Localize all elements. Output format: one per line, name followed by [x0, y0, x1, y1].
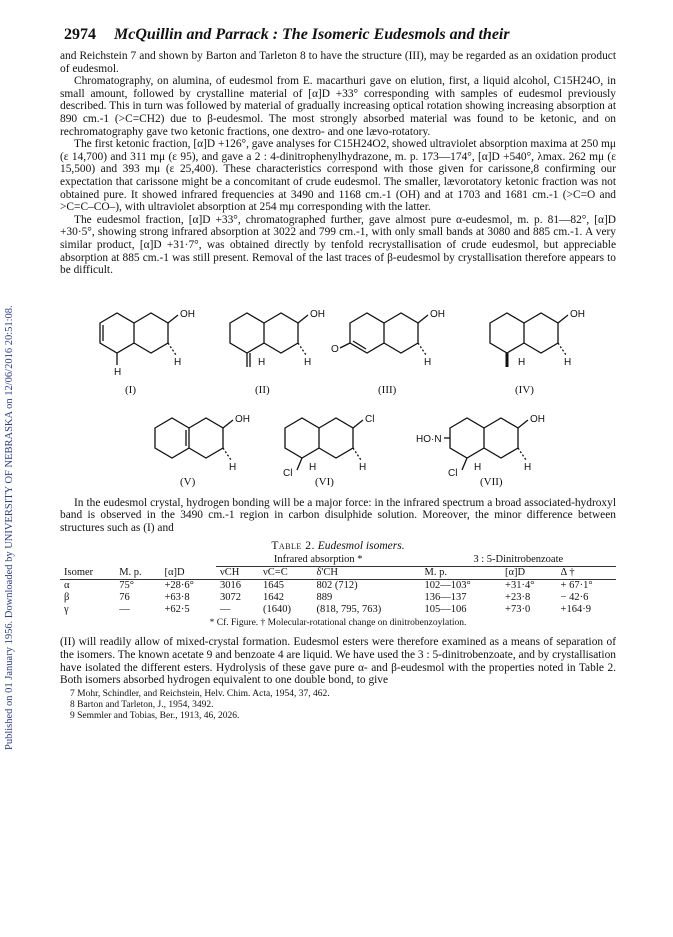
- table-cell: 889: [316, 592, 333, 604]
- oh-label: OH: [570, 308, 585, 320]
- h-label: H: [424, 356, 432, 368]
- table-cell: +23·8: [505, 592, 531, 604]
- oh-label: OH: [430, 308, 445, 320]
- table-cell: β: [64, 592, 70, 604]
- column-header: Isomer: [60, 567, 115, 580]
- download-notice-text: Published on 01 January 1956. Downloaded by UNIVERSITY OF NEBRASKA on 12/06/2016 20:51:08.: [4, 305, 15, 750]
- label-ii: (II): [255, 383, 270, 396]
- table-group-row: [60, 554, 616, 567]
- table-caption: Eudesmol isomers.: [317, 540, 405, 553]
- table-cell: + 67·1°: [560, 580, 593, 592]
- label-iii: (III): [378, 383, 397, 396]
- paragraph-5: In the eudesmol crystal, hydrogen bonding will be a major force: in the infrared spectrum a broad associated-hydroxyl band is observed in the 3490 cm.-1 region in carbon disulphide solution. Moreover, the minor difference between structures such as (I) and: [60, 496, 616, 534]
- h-label: H: [524, 461, 532, 473]
- table-cell: 1645: [263, 580, 285, 592]
- column-header: Δ †: [557, 567, 616, 580]
- label-i: (I): [125, 383, 136, 396]
- column-header: [α]D: [501, 567, 557, 580]
- table-cell: +28·6°: [164, 580, 194, 592]
- paragraph-6: (II) will readily allow of mixed-crystal formation. Eudesmol esters were therefore examined as a means of separation of the isomers. The known acetate 9 and benzoate 4 are liquid. We have used the 3 : 5-dinitrobenzoate, and by crystallisation have isolated the different esters. Hydrolysis of these gave pure α- and β-eudesmol with the properties noted in Table 2. Both isomers absorbed hydrogen equivalent to one double bond, to give: [60, 636, 616, 687]
- label-v: (V): [180, 475, 196, 488]
- oh-label: OH: [180, 308, 195, 320]
- h-label: H: [359, 461, 367, 473]
- column-header: νCH: [216, 567, 259, 580]
- table-cell: α: [64, 580, 70, 592]
- structure-i: [100, 309, 195, 378]
- page-number: 2974: [64, 26, 96, 43]
- table-cell: +31·4°: [505, 580, 535, 592]
- table-cell: —: [119, 604, 130, 616]
- table-row: [60, 604, 616, 616]
- h-label: H: [309, 461, 317, 473]
- h-label: H: [474, 461, 482, 473]
- table-row: [60, 580, 616, 593]
- column-header: M. p.: [115, 567, 160, 580]
- column-header: M. p.: [421, 567, 502, 580]
- h-label: H: [174, 356, 182, 368]
- h-label: H: [304, 356, 312, 368]
- h-label: H: [518, 356, 526, 368]
- h-label: H: [114, 366, 122, 378]
- reference-item: 8 Barton and Tarleton, J., 1954, 3492.: [70, 699, 214, 710]
- structure-v: [155, 414, 250, 473]
- download-notice: [4, 60, 18, 760]
- structure-vii: [416, 414, 545, 479]
- structure-figures: [60, 283, 616, 493]
- label-vi: (VI): [315, 475, 334, 488]
- h-label: H: [229, 461, 237, 473]
- reference-item: 9 Semmler and Tobias, Ber., 1913, 46, 2026.: [70, 710, 240, 721]
- table-cell: 1642: [263, 592, 285, 604]
- h-label: H: [258, 356, 266, 368]
- group-header-dnb: 3 : 5-Dinitrobenzoate: [421, 554, 616, 567]
- paragraph-2: Chromatography, on alumina, of eudesmol from E. macarthuri gave on elution, first, a liquid alcohol, C15H24O, in small amount, followed by crystalline material of [α]D +33° corresponding with samples of eudesmol previously described. This in turn was followed by material of gradually increasing optical rotation showing increasing absorption at 890 cm.-1 (>C=CH2) due to β-eudesmol. The most strongly absorbed material was found to be ketonic, and on rechromatography gave two ketonic fractions, one dextro- and one lævo-rotatory.: [60, 75, 616, 138]
- table-cell: 75°: [119, 580, 134, 592]
- table-cell: 76: [119, 592, 130, 604]
- h-label: H: [564, 356, 572, 368]
- label-vii: (VII): [480, 475, 503, 488]
- column-header: νC=C: [259, 567, 312, 580]
- cl-label: Cl: [365, 413, 375, 425]
- table-cell: —: [219, 604, 231, 616]
- table-cell: +73·0: [505, 604, 531, 616]
- table-title: [60, 540, 616, 552]
- running-header: [64, 26, 616, 44]
- paragraph-1: and Reichstein 7 and shown by Barton and Tarleton 8 to have the structure (III), may be regarded as an oxidation product of eudesmol.: [60, 50, 616, 75]
- table-label: Table 2.: [271, 540, 315, 553]
- table-header-row: [60, 567, 616, 580]
- column-header: δ'CH: [312, 567, 420, 580]
- table-cell: +164·9: [560, 604, 591, 616]
- structure-ii: [230, 309, 325, 368]
- oh-label: OH: [530, 413, 545, 425]
- table-cell: 3072: [219, 592, 241, 604]
- table-cell: 102—103°: [424, 580, 471, 592]
- cl-label: Cl: [283, 467, 293, 479]
- paragraph-4: The eudesmol fraction, [α]D +33°, chromatographed further, gave almost pure α-eudesmol, m. p. 81—82°, [α]D +30·5°, showing strong infrared absorption at 3022 and 799 cm.-1, with only small bands at 3080 and 885 cm.-1. A very similar product, [α]D +31·7°, was obtained directly by tenfold recrystallisation of crude eudesmol, but appreciable absorption at 885 cm.-1 was still present. Removal of the last traces of β-eudesmol by crystallisation therefore appears to be difficult.: [60, 213, 616, 277]
- table-cell: 802 (712): [316, 580, 358, 592]
- eudesmol-isomers-table: [60, 554, 616, 616]
- table-footnote: * Cf. Figure. † Molecular-rotational change on dinitrobenzoylation.: [209, 618, 467, 629]
- oh-label: OH: [235, 413, 250, 425]
- label-iv: (IV): [515, 383, 534, 396]
- structure-iii: [331, 309, 445, 368]
- structure-drawings: [60, 283, 616, 493]
- column-header: [α]D: [160, 567, 216, 580]
- table-cell: (818, 795, 763): [316, 604, 382, 616]
- oh-label: OH: [310, 308, 325, 320]
- running-title: McQuillin and Parrack : The Isomeric Eudesmols and their: [114, 26, 510, 43]
- table-cell: γ: [64, 604, 69, 616]
- cl-label: Cl: [448, 467, 458, 479]
- table-cell: +62·5: [164, 604, 190, 616]
- table-cell: − 42·6: [560, 592, 589, 604]
- references: [70, 689, 616, 722]
- structure-vi: [283, 414, 374, 479]
- o-label: O: [331, 343, 339, 355]
- page: [60, 26, 616, 722]
- paragraph-3: The first ketonic fraction, [α]D +126°, gave analyses for C15H24O2, showed ultraviolet absorption maxima at 250 mμ (ε 14,700) and 311 mμ (ε 95), and gave a 2 : 4-dinitrophenylhydrazone, m. p. 173—174°, [α]D +540°, λmax. 262 mμ (ε 15,500) and 393 mμ (ε 25,400). These characteristics correspond with those given for carissone,8 confirming our expectation that carissone might be a concomitant of crude eudesmol. The smaller, lævorotatory ketonic fraction was not obtained pure. It showed infrared frequencies at 3490 and 1168 cm.-1 (OH) and at 1703 and 1681 cm.-1 (>C=O and >C=C–CO–), with ultraviolet absorption at 254 mμ corresponding with the latter.: [60, 138, 616, 214]
- reference-item: 7 Mohr, Schindler, and Reichstein, Helv. Chim. Acta, 1954, 37, 462.: [70, 688, 330, 699]
- table-cell: +63·8: [164, 592, 190, 604]
- table-cell: 136—137: [424, 592, 467, 604]
- table-cell: (1640): [263, 604, 292, 616]
- structure-iv: [490, 309, 585, 368]
- table-row: [60, 592, 616, 604]
- hon-label: HO·N: [416, 433, 442, 445]
- table-cell: 3016: [219, 580, 241, 592]
- group-header-ir: Infrared absorption *: [216, 554, 421, 567]
- table-cell: 105—106: [424, 604, 467, 616]
